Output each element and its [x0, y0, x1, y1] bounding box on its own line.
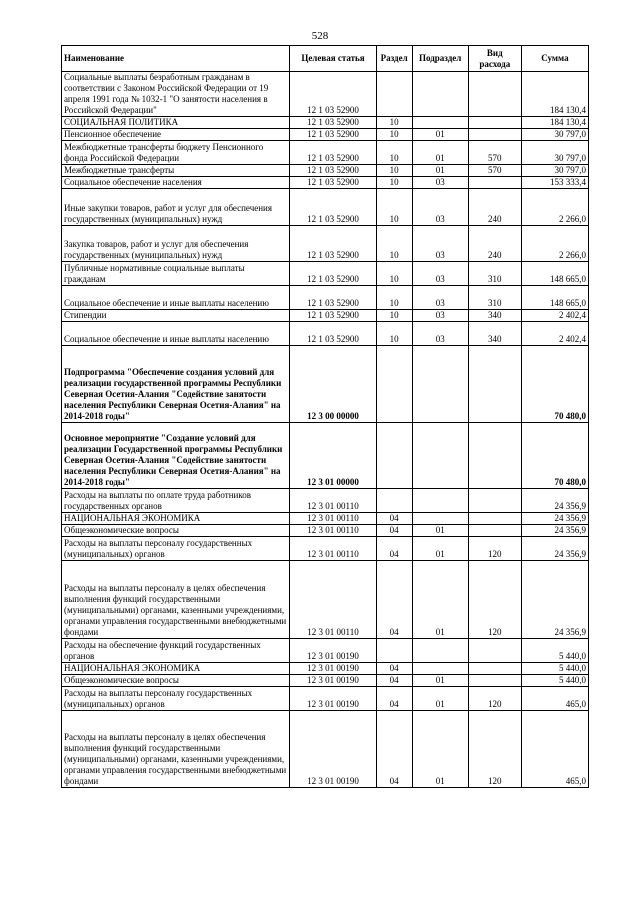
cell-kind: 120 — [468, 687, 521, 711]
cell-name: Публичные нормативные социальные выплаты гражданам — [62, 262, 290, 286]
cell-kind — [468, 346, 521, 423]
header-kind: Вид расхода — [468, 46, 521, 72]
cell-sum: 5 440,0 — [521, 675, 588, 687]
cell-name: Межбюджетные трансферты — [62, 165, 290, 177]
table-row — [62, 513, 589, 525]
cell-sum: 30 797,0 — [521, 129, 588, 141]
cell-section: 04 — [376, 537, 412, 561]
cell-section: 10 — [376, 226, 412, 262]
cell-code: 12 3 01 00110 — [290, 489, 376, 513]
cell-kind — [468, 639, 521, 663]
cell-code: 12 3 01 00000 — [290, 423, 376, 489]
cell-section: 10 — [376, 177, 412, 189]
table-row — [62, 310, 589, 322]
table-header-row — [62, 46, 589, 72]
cell-section: 10 — [376, 117, 412, 129]
cell-subsection — [412, 639, 468, 663]
page-number: 528 — [311, 30, 329, 42]
cell-kind: 340 — [468, 322, 521, 346]
table-row — [62, 177, 589, 189]
cell-subsection: 01 — [412, 675, 468, 687]
cell-section — [376, 72, 412, 117]
cell-section: 04 — [376, 513, 412, 525]
cell-kind: 570 — [468, 141, 521, 165]
header-section: Раздел — [376, 46, 412, 72]
cell-code: 12 1 03 52900 — [290, 129, 376, 141]
cell-subsection: 03 — [412, 310, 468, 322]
cell-name: СОЦИАЛЬНАЯ ПОЛИТИКА — [62, 117, 290, 129]
table-row — [62, 117, 589, 129]
cell-sum: 24 356,9 — [521, 525, 588, 537]
cell-kind — [468, 423, 521, 489]
cell-code: 12 3 01 00190 — [290, 711, 376, 788]
cell-code: 12 3 01 00190 — [290, 639, 376, 663]
table-row — [62, 711, 589, 788]
cell-kind — [468, 72, 521, 117]
table-row — [62, 525, 589, 537]
cell-name: Подпрограмма "Обеспечение создания условий для реализации государственной программы Республики Северная Осетия-Алания "Содействие занятости населения Республики Северная Осетия-Алания" на 2014-2018 годы" — [62, 346, 290, 423]
cell-code: 12 1 03 52900 — [290, 286, 376, 310]
cell-code: 12 1 03 52900 — [290, 141, 376, 165]
cell-name: Социальное обеспечение населения — [62, 177, 290, 189]
cell-sum: 465,0 — [521, 711, 588, 788]
cell-code: 12 3 01 00110 — [290, 537, 376, 561]
table-row — [62, 423, 589, 489]
table-row — [62, 129, 589, 141]
cell-code: 12 3 01 00190 — [290, 687, 376, 711]
cell-subsection: 01 — [412, 711, 468, 788]
table-row — [62, 675, 589, 687]
cell-section: 10 — [376, 286, 412, 310]
cell-name: Расходы на обеспечение функций государственных органов — [62, 639, 290, 663]
cell-section: 10 — [376, 165, 412, 177]
cell-name: НАЦИОНАЛЬНАЯ ЭКОНОМИКА — [62, 663, 290, 675]
cell-sum: 184 130,4 — [521, 117, 588, 129]
cell-subsection — [412, 72, 468, 117]
header-code: Целевая статья — [290, 46, 376, 72]
cell-sum: 24 356,9 — [521, 489, 588, 513]
cell-sum: 465,0 — [521, 687, 588, 711]
cell-subsection: 03 — [412, 286, 468, 310]
cell-sum: 148 665,0 — [521, 286, 588, 310]
cell-code: 12 1 03 52900 — [290, 322, 376, 346]
table-body — [62, 72, 589, 788]
table-row — [62, 141, 589, 165]
cell-kind — [468, 513, 521, 525]
cell-kind: 120 — [468, 711, 521, 788]
cell-kind: 310 — [468, 286, 521, 310]
cell-section: 10 — [376, 262, 412, 286]
cell-subsection: 03 — [412, 226, 468, 262]
cell-subsection: 03 — [412, 262, 468, 286]
cell-name: Межбюджетные трансферты бюджету Пенсионного фонда Российской Федерации — [62, 141, 290, 165]
header-subsection: Подраздел — [412, 46, 468, 72]
cell-kind: 570 — [468, 165, 521, 177]
cell-subsection: 01 — [412, 165, 468, 177]
cell-sum: 5 440,0 — [521, 639, 588, 663]
cell-name: Расходы на выплаты персоналу в целях обеспечения выполнения функций государственными (муниципальными) органами, казенными учреждениями, органами управления государственными внебюджетными фондами — [62, 561, 290, 639]
cell-code: 12 1 03 52900 — [290, 226, 376, 262]
table-row — [62, 639, 589, 663]
cell-name: Иные закупки товаров, работ и услуг для обеспечения государственных (муниципальных) нужд — [62, 189, 290, 226]
table-row — [62, 165, 589, 177]
cell-name: Основное мероприятие "Создание условий для реализации Государственной программы Республики Северная Осетия-Алания "Содействие занятости населения Республики Северная Осетия-Алания" на 2014-2018 годы" — [62, 423, 290, 489]
cell-subsection: 03 — [412, 322, 468, 346]
cell-sum: 24 356,9 — [521, 561, 588, 639]
cell-kind: 310 — [468, 262, 521, 286]
cell-sum: 30 797,0 — [521, 141, 588, 165]
cell-sum: 153 333,4 — [521, 177, 588, 189]
cell-section — [376, 346, 412, 423]
cell-kind — [468, 489, 521, 513]
cell-subsection — [412, 489, 468, 513]
cell-name: Расходы на выплаты персоналу государственных (муниципальных) органов — [62, 537, 290, 561]
table-row — [62, 226, 589, 262]
cell-name: Общеэкономические вопросы — [62, 525, 290, 537]
cell-subsection: 01 — [412, 141, 468, 165]
budget-table — [61, 45, 589, 788]
cell-subsection — [412, 346, 468, 423]
header-sum: Сумма — [521, 46, 588, 72]
cell-name: Закупка товаров, работ и услуг для обеспечения государственных (муниципальных) нужд — [62, 226, 290, 262]
cell-section: 04 — [376, 525, 412, 537]
cell-sum: 2 266,0 — [521, 226, 588, 262]
cell-section: 04 — [376, 663, 412, 675]
cell-name: Пенсионное обеспечение — [62, 129, 290, 141]
table-row — [62, 346, 589, 423]
cell-section: 04 — [376, 561, 412, 639]
cell-code: 12 3 01 00190 — [290, 675, 376, 687]
cell-name: Расходы на выплаты персоналу в целях обеспечения выполнения функций государственными (муниципальными) органами, казенными учреждениями, органами управления государственными внебюджетными фондами — [62, 711, 290, 788]
cell-kind: 120 — [468, 561, 521, 639]
table-row — [62, 322, 589, 346]
cell-kind — [468, 117, 521, 129]
cell-kind: 240 — [468, 189, 521, 226]
cell-sum: 5 440,0 — [521, 663, 588, 675]
cell-sum: 2 266,0 — [521, 189, 588, 226]
cell-sum: 2 402,4 — [521, 322, 588, 346]
cell-subsection: 01 — [412, 537, 468, 561]
cell-subsection: 01 — [412, 561, 468, 639]
cell-kind — [468, 675, 521, 687]
table-row — [62, 262, 589, 286]
cell-name: Расходы на выплаты по оплате труда работников государственных органов — [62, 489, 290, 513]
cell-kind — [468, 663, 521, 675]
cell-section: 10 — [376, 129, 412, 141]
cell-kind: 120 — [468, 537, 521, 561]
cell-subsection: 03 — [412, 189, 468, 226]
cell-code: 12 1 03 52900 — [290, 117, 376, 129]
cell-sum: 184 130,4 — [521, 72, 588, 117]
cell-subsection — [412, 423, 468, 489]
cell-sum: 70 480,0 — [521, 423, 588, 489]
cell-kind: 340 — [468, 310, 521, 322]
cell-kind: 240 — [468, 226, 521, 262]
table-row — [62, 663, 589, 675]
cell-kind — [468, 129, 521, 141]
cell-section — [376, 489, 412, 513]
cell-code: 12 3 01 00110 — [290, 525, 376, 537]
cell-code: 12 1 03 52900 — [290, 189, 376, 226]
cell-section: 04 — [376, 711, 412, 788]
table-row — [62, 286, 589, 310]
cell-code: 12 1 03 52900 — [290, 177, 376, 189]
cell-sum: 24 356,9 — [521, 537, 588, 561]
table-row — [62, 189, 589, 226]
cell-sum: 30 797,0 — [521, 165, 588, 177]
cell-sum: 70 480,0 — [521, 346, 588, 423]
cell-name: Социальное обеспечение и иные выплаты населению — [62, 322, 290, 346]
cell-code: 12 1 03 52900 — [290, 72, 376, 117]
cell-code: 12 1 03 52900 — [290, 310, 376, 322]
table-row — [62, 72, 589, 117]
cell-section: 10 — [376, 322, 412, 346]
cell-name: Расходы на выплаты персоналу государственных (муниципальных) органов — [62, 687, 290, 711]
cell-code: 12 1 03 52900 — [290, 262, 376, 286]
table-row — [62, 537, 589, 561]
cell-section: 04 — [376, 675, 412, 687]
cell-kind — [468, 177, 521, 189]
cell-name: Социальное обеспечение и иные выплаты населению — [62, 286, 290, 310]
cell-code: 12 3 01 00110 — [290, 513, 376, 525]
cell-section — [376, 639, 412, 663]
cell-section: 04 — [376, 687, 412, 711]
cell-section: 10 — [376, 310, 412, 322]
cell-code: 12 3 01 00190 — [290, 663, 376, 675]
cell-sum: 148 665,0 — [521, 262, 588, 286]
header-name: Наименование — [62, 46, 290, 72]
cell-code: 12 3 01 00110 — [290, 561, 376, 639]
cell-name: Общеэкономические вопросы — [62, 675, 290, 687]
cell-name: Социальные выплаты безработным гражданам в соответствии с Законом Российской Федерации от 19 апреля 1991 года № 1032-1 "О занятости населения в Российской Федерации" — [62, 72, 290, 117]
cell-sum: 2 402,4 — [521, 310, 588, 322]
cell-sum: 24 356,9 — [521, 513, 588, 525]
cell-name: Стипендии — [62, 310, 290, 322]
cell-subsection — [412, 117, 468, 129]
cell-section — [376, 423, 412, 489]
cell-code: 12 1 03 52900 — [290, 165, 376, 177]
table-row — [62, 561, 589, 639]
cell-subsection: 01 — [412, 687, 468, 711]
cell-section: 10 — [376, 189, 412, 226]
cell-name: НАЦИОНАЛЬНАЯ ЭКОНОМИКА — [62, 513, 290, 525]
cell-section: 10 — [376, 141, 412, 165]
cell-subsection: 01 — [412, 129, 468, 141]
cell-code: 12 3 00 00000 — [290, 346, 376, 423]
table-row — [62, 687, 589, 711]
cell-subsection: 01 — [412, 525, 468, 537]
cell-subsection — [412, 513, 468, 525]
cell-subsection — [412, 663, 468, 675]
cell-subsection: 03 — [412, 177, 468, 189]
cell-kind — [468, 525, 521, 537]
table-row — [62, 489, 589, 513]
